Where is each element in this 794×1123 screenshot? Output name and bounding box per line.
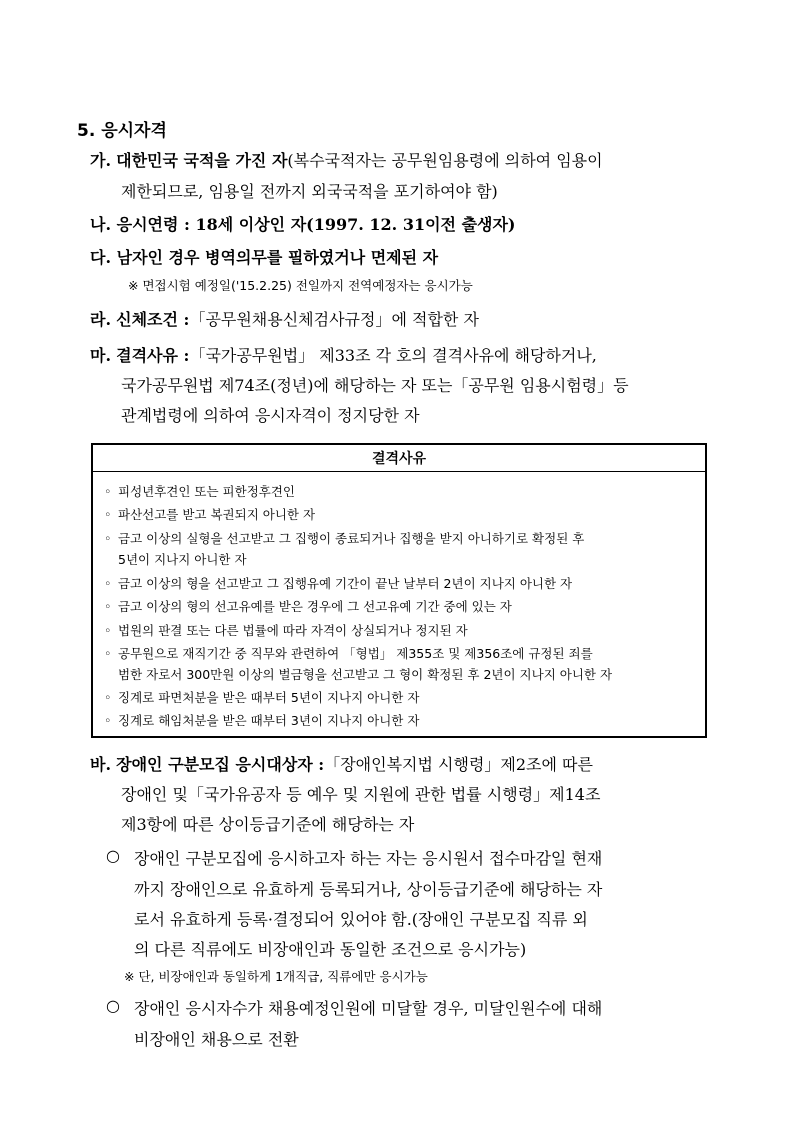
item-da-marker: 다. xyxy=(90,248,112,267)
item-ba-text-1: 「장애인복지법 시행령」제2조에 따른 xyxy=(324,755,593,774)
item-ma xyxy=(90,343,597,366)
item-ma-heading: 결격사유 : xyxy=(116,346,190,365)
item-da-heading: 남자인 경우 병역의무를 필하였거나 면제된 자 xyxy=(116,248,439,267)
item-ga-heading: 대한민국 국적을 가진 자 xyxy=(116,151,288,170)
item-ga-text-2: 제한되므로, 임용일 전까지 외국국적을 포기하여야 함) xyxy=(121,182,498,201)
bullet-icon: ◦ xyxy=(104,484,112,499)
disqualification-item: ◦ 파산선고를 받고 복권되지 아니한 자 xyxy=(104,507,316,522)
item-na xyxy=(90,212,516,235)
item-ra-heading: 신체조건 : xyxy=(116,310,190,329)
item-ma-text-1: 「국가공무원법」 제33조 각 호의 결격사유에 해당하거나, xyxy=(189,346,597,365)
ba-para-1-line: 장애인 구분모집에 응시하고자 하는 자는 응시원서 접수마감일 현재 xyxy=(134,849,603,868)
disqualification-item: ◦ 금고 이상의 실형을 선고받고 그 집행이 종료되거나 집행을 받지 아니하기로 확정된 후 xyxy=(104,531,585,546)
ba-para-2-line: 비장애인 채용으로 전환 xyxy=(134,1030,299,1049)
item-ba-heading: 장애인 구분모집 응시대상자 : xyxy=(116,755,325,774)
ba-para-1-line: 의 다른 직류에도 비장애인과 동일한 조건으로 응시가능) xyxy=(134,940,527,959)
item-ba-text-2: 장애인 및「국가유공자 등 예우 및 지원에 관한 법률 시행령」제14조 xyxy=(121,785,601,804)
bullet-icon: ◦ xyxy=(104,599,112,614)
bullet-icon: ◦ xyxy=(104,690,112,705)
bullet-icon: ◦ xyxy=(104,576,112,591)
disqualification-item-cont: 5년이 지나지 아니한 자 xyxy=(118,552,247,567)
item-na-marker: 나. xyxy=(90,215,112,234)
bullet-icon: ◦ xyxy=(104,713,112,728)
disqualification-box-title: 결격사유 xyxy=(93,445,705,472)
item-da-note: ※ 면접시험 예정일('15.2.25) 전일까지 전역예정자는 응시가능 xyxy=(128,278,473,293)
item-ma-text-2: 국가공무원법 제74조(정년)에 해당하는 자 또는「공무원 임용시험령」등 xyxy=(121,376,629,395)
item-ma-text-3: 관계법령에 의하여 응시자격이 정지당한 자 xyxy=(121,406,420,425)
item-ga-marker: 가. xyxy=(90,151,112,170)
disqualification-box xyxy=(91,443,707,738)
disqualification-item: ◦ 금고 이상의 형의 선고유예를 받은 경우에 그 선고유예 기간 중에 있는 자 xyxy=(104,599,512,614)
item-ga xyxy=(90,148,603,171)
disqualification-item: ◦ 피성년후견인 또는 피한정후견인 xyxy=(104,484,295,499)
item-ba xyxy=(90,752,593,775)
ba-para-1-line: 로서 유효하게 등록·결정되어 있어야 함.(장애인 구분모집 직류 외 xyxy=(134,910,588,929)
item-ra xyxy=(90,307,479,330)
item-ga-text-1: (복수국적자는 공무원임용령에 의하여 임용이 xyxy=(287,151,603,170)
item-da xyxy=(90,245,438,268)
item-ba-text-3: 제3항에 따른 상이등급기준에 해당하는 자 xyxy=(121,815,415,834)
ba-bullet-2: ○ xyxy=(106,996,120,1015)
bullet-icon: ◦ xyxy=(104,507,112,522)
disqualification-item: ◦ 공무원으로 재직기간 중 직무와 관련하여 「형법」 제355조 및 제356조에 규정된 죄를 xyxy=(104,646,593,661)
ba-note: ※ 단, 비장애인과 동일하게 1개직급, 직류에만 응시가능 xyxy=(124,969,428,984)
disqualification-item: ◦ 징계로 파면처분을 받은 때부터 5년이 지나지 아니한 자 xyxy=(104,690,420,705)
disqualification-item: ◦ 금고 이상의 형을 선고받고 그 집행유예 기간이 끝난 날부터 2년이 지나지 아니한 자 xyxy=(104,576,573,591)
item-na-heading: 응시연령 : 18세 이상인 자(1997. 12. 31이전 출생자) xyxy=(116,215,516,234)
item-ba-marker: 바. xyxy=(90,755,112,774)
ba-para-1-line: 까지 장애인으로 유효하게 등록되거나, 상이등급기준에 해당하는 자 xyxy=(134,880,603,899)
ba-para-2-line: 장애인 응시자수가 채용예정인원에 미달할 경우, 미달인원수에 대해 xyxy=(134,999,603,1018)
bullet-icon: ◦ xyxy=(104,646,112,661)
disqualification-item: ◦ 법원의 판결 또는 다른 법률에 따라 자격이 상실되거나 정지된 자 xyxy=(104,623,468,638)
section-title: 5. 응시자격 xyxy=(77,121,167,141)
item-ra-text: 「공무원채용신체검사규정」에 적합한 자 xyxy=(189,310,479,329)
ba-bullet-1: ○ xyxy=(106,846,120,865)
disqualification-item: ◦ 징계로 해임처분을 받은 때부터 3년이 지나지 아니한 자 xyxy=(104,713,420,728)
bullet-icon: ◦ xyxy=(104,531,112,546)
item-ma-marker: 마. xyxy=(90,346,112,365)
item-ra-marker: 라. xyxy=(90,310,112,329)
disqualification-item-cont: 범한 자로서 300만원 이상의 벌금형을 선고받고 그 형이 확정된 후 2년이 지나지 아니한 자 xyxy=(118,667,613,682)
bullet-icon: ◦ xyxy=(104,623,112,638)
